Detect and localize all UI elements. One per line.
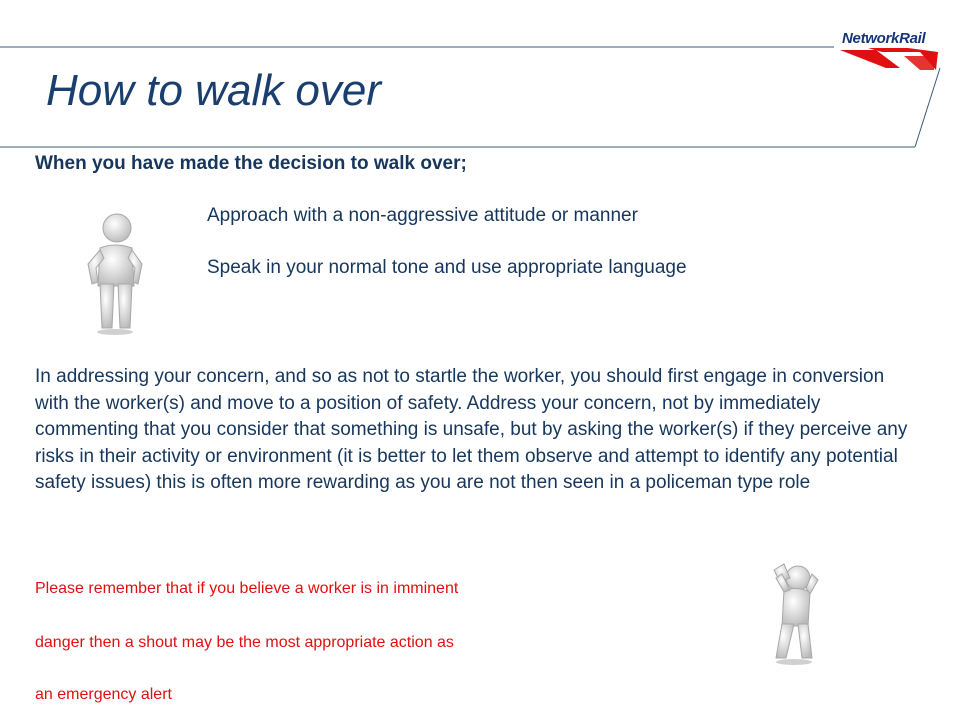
standing-figure-icon [80, 208, 150, 336]
warning-line-3: an emergency alert [35, 686, 172, 703]
logo-swoosh-icon [838, 46, 942, 72]
point-speak: Speak in your normal tone and use appropriate language [207, 257, 687, 278]
shouting-figure-icon [760, 560, 832, 666]
network-rail-logo: NetworkRail [842, 30, 926, 47]
point-approach: Approach with a non-aggressive attitude or manner [207, 205, 638, 226]
intro-heading: When you have made the decision to walk over; [35, 153, 467, 174]
warning-line-2: danger then a shout may be the most appropriate action as [35, 634, 454, 651]
page-title: How to walk over [46, 66, 382, 115]
warning-line-1: Please remember that if you believe a worker is in imminent [35, 580, 459, 597]
guidance-paragraph: In addressing your concern, and so as not to startle the worker, you should first engage in conversion with the worker(s) and move to a position of safety. Address your concern, not by immediately commenting that you consider that something is unsafe, but by asking the worker(s) if they perceive any risks in their activity or environment (it is better to let them observe and attempt to identify any potential safety issues) this is often more rewarding as you are not then seen in a policeman type role [35, 366, 908, 493]
